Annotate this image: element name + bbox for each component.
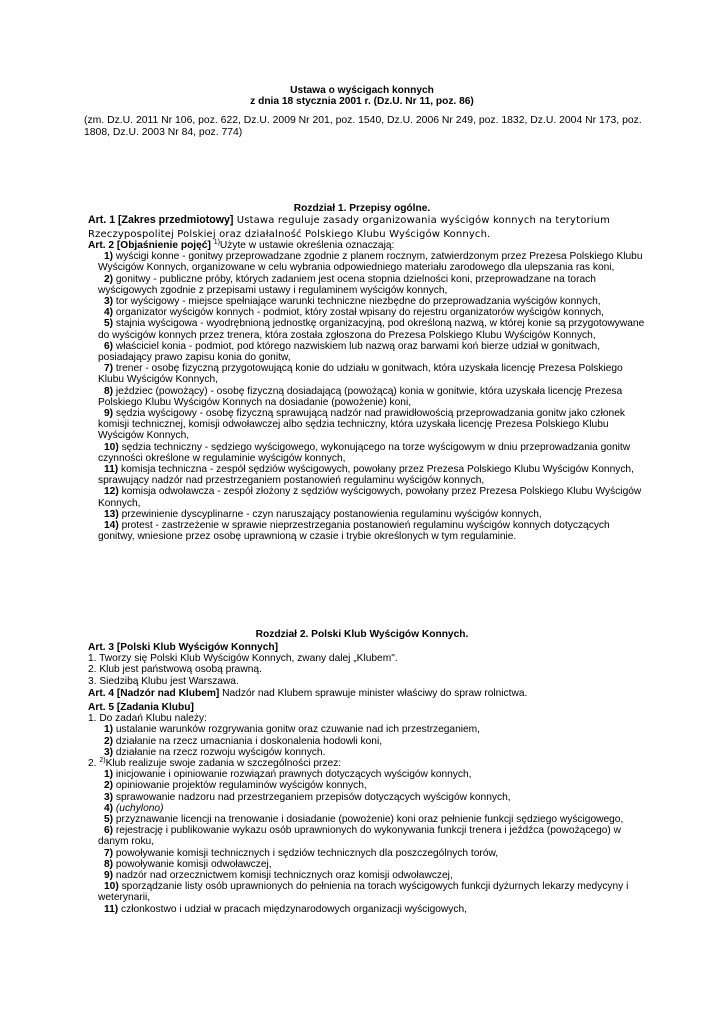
article-3-line: 2. Klub jest państwową osobą prawną.: [88, 664, 262, 676]
list-item: [88, 509, 648, 520]
footnote-ref-2[interactable]: 2): [99, 757, 106, 765]
list-item: [88, 904, 648, 915]
list-item-text: powoływanie komisji technicznych i sędziów technicznych dla poszczególnych torów,: [113, 847, 499, 859]
list-item-number: 10): [104, 881, 119, 893]
list-item-text: sprawowanie nadzoru nad przestrzeganiem przepisów dotyczących wyścigów konnych,: [113, 791, 511, 803]
list-item: [88, 274, 648, 296]
list-item-text: rejestrację i publikowanie wykazu osób uprawnionych do wykonywania funkcji trenera i jeźdźca (powożącego) w danym roku,: [98, 825, 621, 848]
list-item: [88, 825, 648, 847]
list-item-text: jeździec (powożący) - osobę fizyczną dosiadającą (powożącą) konia w gonitwie, która uzyskała licencję Prezesa Polskiego Klubu Wyścigów Konnych na dosiadanie (powożenie) koni,: [98, 385, 623, 408]
title-line-2: z dnia 18 stycznia 2001 r. (Dz.U. Nr 11, poz. 86): [250, 96, 474, 108]
list-item: [88, 859, 648, 870]
list-item-text: stajnia wyścigowa - wyodrębnioną jednostkę organizacyjną, pod określoną nazwą, w której konie są przygotowywane do wyścigów konnych przez trenera, która została zgłoszona do Prezesa Polskiego Klubu Wyścigów Konnych,: [98, 318, 645, 341]
list-item-text: wyścigi konne - gonitwy przeprowadzane zgodnie z planem rocznym, zatwierdzonym przez Prezesa Polskiego Klubu Wyścigów Konnych, organizowane w celu wybrania odpowiedniego materiału zarodowego dla ulepszania ras koni,: [98, 251, 643, 274]
list-item-text: opiniowanie projektów regulaminów wyścigów konnych,: [113, 780, 367, 792]
article-1-heading: Art. 1 [Zakres przedmiotowy]: [88, 214, 234, 226]
list-item-number: 2): [104, 273, 114, 285]
list-item-number: 11): [104, 464, 119, 476]
article-5-heading: Art. 5 [Zadania Klubu]: [88, 702, 194, 713]
list-item-number: 2): [104, 780, 114, 792]
list-item-number: 5): [104, 814, 114, 826]
list-item: [88, 442, 648, 464]
amendments-note: (zm. Dz.U. 2011 Nr 106, poz. 622, Dz.U. 2009 Nr 201, poz. 1540, Dz.U. 2006 Nr 249, poz. 1832, Dz.U. 2004 Nr 173, poz. 1808, Dz.U. 2003 Nr 84, poz. 774): [84, 115, 642, 138]
list-item-text: członkostwo i udział w pracach międzynarodowych organizacji wyścigowych,: [118, 903, 467, 915]
article-2-heading: Art. 2 [Objaśnienie pojęć]: [88, 240, 211, 251]
list-item-text: sędzia wyścigowy - osobę fizyczną sprawującą nadzór nad prawidłowością przeprowadzania gonitw jako członek komisji technicznej, komisji odwoławczej albo sędzia techniczny, która uzyskała licencję Prezesa Polskiego Klubu Wyścigów Konnych,: [98, 408, 625, 442]
article-5: [88, 702, 648, 915]
list-item-text: trener - osobę fizyczną przygotowującą konie do udziału w gonitwach, która uzyskała licencję Prezesa Polskiego Klubu Wyścigów Konnych,: [98, 363, 623, 386]
list-item-text: (uchylono): [113, 802, 164, 814]
list-item-number: 8): [104, 385, 114, 397]
list-item-number: 6): [104, 825, 114, 837]
list-item: [88, 870, 648, 881]
list-item: [88, 251, 648, 273]
list-item-text: komisja techniczna - zespół sędziów wyścigowych, powołany przez Prezesa Polskiego Klubu Wyścigów Konnych, sprawujący nadzór nad przestrzeganiem postanowień regulaminu wyścigów konnych,: [98, 464, 634, 487]
list-item: [88, 408, 648, 442]
list-item-number: 7): [104, 847, 114, 859]
list-item-number: 4): [104, 307, 114, 319]
list-item-text: gonitwy - publiczne próby, których zadaniem jest ocena stopnia dzielności koni, przeprowadzane na torach wyścigowych zgodnie z przepisami ustawy i regulaminem wyścigów konnych,: [98, 273, 596, 296]
document-title: [0, 85, 724, 107]
list-item: [88, 848, 648, 859]
list-item: [88, 318, 648, 340]
list-item-text: sporządzanie listy osób uprawnionych do pełnienia na torach wyścigowych funkcji dyżurnych lekarzy medycyny i weterynarii,: [98, 881, 629, 904]
list-item: [88, 881, 648, 903]
list-item: [88, 780, 648, 791]
list-item-number: 3): [104, 791, 114, 803]
list-item: [88, 486, 648, 508]
list-item: [88, 296, 648, 307]
list-item-number: 13): [104, 508, 119, 520]
list-item-text: nadzór nad orzecznictwem komisji technicznych oraz komisji odwoławczej,: [113, 870, 453, 882]
list-item-number: 5): [104, 318, 114, 330]
article-4-text: Nadzór nad Klubem sprawuje minister właściwy do spraw rolnictwa.: [219, 688, 528, 699]
article-2: [88, 240, 648, 542]
chapter-1-title: Rozdział 1. Przepisy ogólne.: [293, 203, 431, 214]
list-item-number: 1): [104, 724, 114, 736]
list-item: [88, 724, 648, 735]
list-item-text: właściciel konia - podmiot, pod którego nazwiskiem lub nazwą oraz barwami koń bierze udział w gonitwach, posiadający prawo zapisu konia do gonitw,: [98, 340, 601, 364]
article-4-heading: Art. 4 [Nadzór nad Klubem]: [88, 688, 220, 699]
list-item: [88, 769, 648, 780]
list-item-number: 8): [104, 858, 114, 870]
list-item-text: działanie na rzecz rozwoju wyścigów konnych.: [113, 746, 326, 758]
list-item-number: 9): [104, 408, 114, 420]
list-item-text: działanie na rzecz umacniania i doskonalenia hodowli koni,: [113, 735, 383, 747]
list-item: [88, 386, 648, 408]
list-item-number: 14): [104, 520, 119, 532]
list-item-text: protest - zastrzeżenie w sprawie nieprzestrzegania postanowień regulaminu wyścigów konnych dotyczących gonitwy, wniesione przez osobę uprawnioną w czasie i trybie określonych w tym regulaminie.: [98, 520, 610, 543]
article-1-text: Ustawa reguluje zasady organizowania wyścigów konnych na terytorium Rzeczypospolitej Polskiej oraz działalność Polskiego Klubu Wyścigów Konnych.: [88, 215, 611, 240]
list-item-number: 10): [104, 441, 119, 453]
title-line-1: Ustawa o wyścigach konnych: [290, 85, 434, 96]
article-5-items-1: [88, 724, 648, 758]
list-item: [88, 307, 648, 318]
list-item: [88, 736, 648, 747]
list-item-number: 7): [104, 363, 114, 375]
list-item: [88, 814, 648, 825]
article-5-para-2: Klub realizuje swoje zadania w szczególności przez:: [105, 758, 342, 770]
list-item-text: tor wyścigowy - miejsce spełniające warunki techniczne niezbędne do przeprowadzania wyścigów konnych,: [113, 296, 601, 308]
list-item-text: przewinienie dyscyplinarne - czyn naruszający postanowienia regulaminu wyścigów konnych,: [118, 508, 542, 520]
article-3-line: 1. Tworzy się Polski Klub Wyścigów Konnych, zwany dalej „Klubem".: [88, 653, 398, 665]
article-2-items: [88, 251, 648, 542]
list-item-number: 1): [104, 251, 114, 263]
list-item-text: inicjowanie i opiniowanie rozwiązań prawnych dotyczących wyścigów konnych,: [113, 769, 472, 781]
article-2-intro: Użyte w ustawie określenia oznaczają:: [219, 240, 395, 251]
list-item-text: ustalanie warunków rozgrywania gonitw oraz czuwanie nad ich przestrzeganiem,: [113, 724, 480, 736]
article-4: [88, 688, 648, 699]
list-item-text: komisja odwoławcza - zespół złożony z sędziów wyścigowych, powołany przez Prezesa Polskiego Klubu Wyścigów Konnych,: [98, 486, 642, 509]
list-item-number: 1): [104, 769, 114, 781]
chapter-2-title: Rozdział 2. Polski Klub Wyścigów Konnych.: [255, 629, 469, 640]
list-item: [88, 464, 648, 486]
list-item: [88, 520, 648, 542]
article-3: [88, 642, 648, 687]
list-item-number: 9): [104, 870, 114, 882]
list-item: [88, 363, 648, 385]
article-5-items-2: [88, 769, 648, 915]
list-item: [88, 792, 648, 803]
list-item: [88, 803, 648, 814]
footnote-ref-1[interactable]: 1): [213, 239, 220, 246]
list-item-text: przyznawanie licencji na trenowanie i dosiadanie (powożenie) koni oraz pełnienie funkcji sędziego wyścigowego,: [113, 814, 624, 826]
list-item-number: 6): [104, 340, 114, 352]
list-item-text: powoływanie komisji odwoławczej,: [113, 858, 272, 870]
article-3-line: 3. Siedzibą Klubu jest Warszawa.: [88, 675, 239, 687]
list-item-number: 3): [104, 296, 114, 308]
list-item-number: 3): [104, 746, 114, 758]
list-item-text: sędzia techniczny - sędziego wyścigowego, wykonującego na torze wyścigowym w dniu przeprowadzania gonitw czynności określone w regulaminie wyścigów konnych,: [98, 441, 631, 464]
article-5-para-2-prefix: 2.: [88, 758, 100, 770]
list-item-number: 4): [104, 802, 114, 814]
article-3-heading: Art. 3 [Polski Klub Wyścigów Konnych]: [88, 642, 279, 653]
list-item-number: 11): [104, 903, 119, 915]
list-item-number: 2): [104, 735, 114, 747]
article-5-para-1: 1. Do zadań Klubu należy:: [88, 713, 207, 725]
list-item-number: 12): [104, 486, 119, 498]
list-item: [88, 341, 648, 363]
article-1: [88, 214, 648, 241]
list-item-text: organizator wyścigów konnych - podmiot, który został wpisany do rejestru organizatorów wyścigów konnych,: [113, 307, 604, 319]
list-item: [88, 747, 648, 758]
